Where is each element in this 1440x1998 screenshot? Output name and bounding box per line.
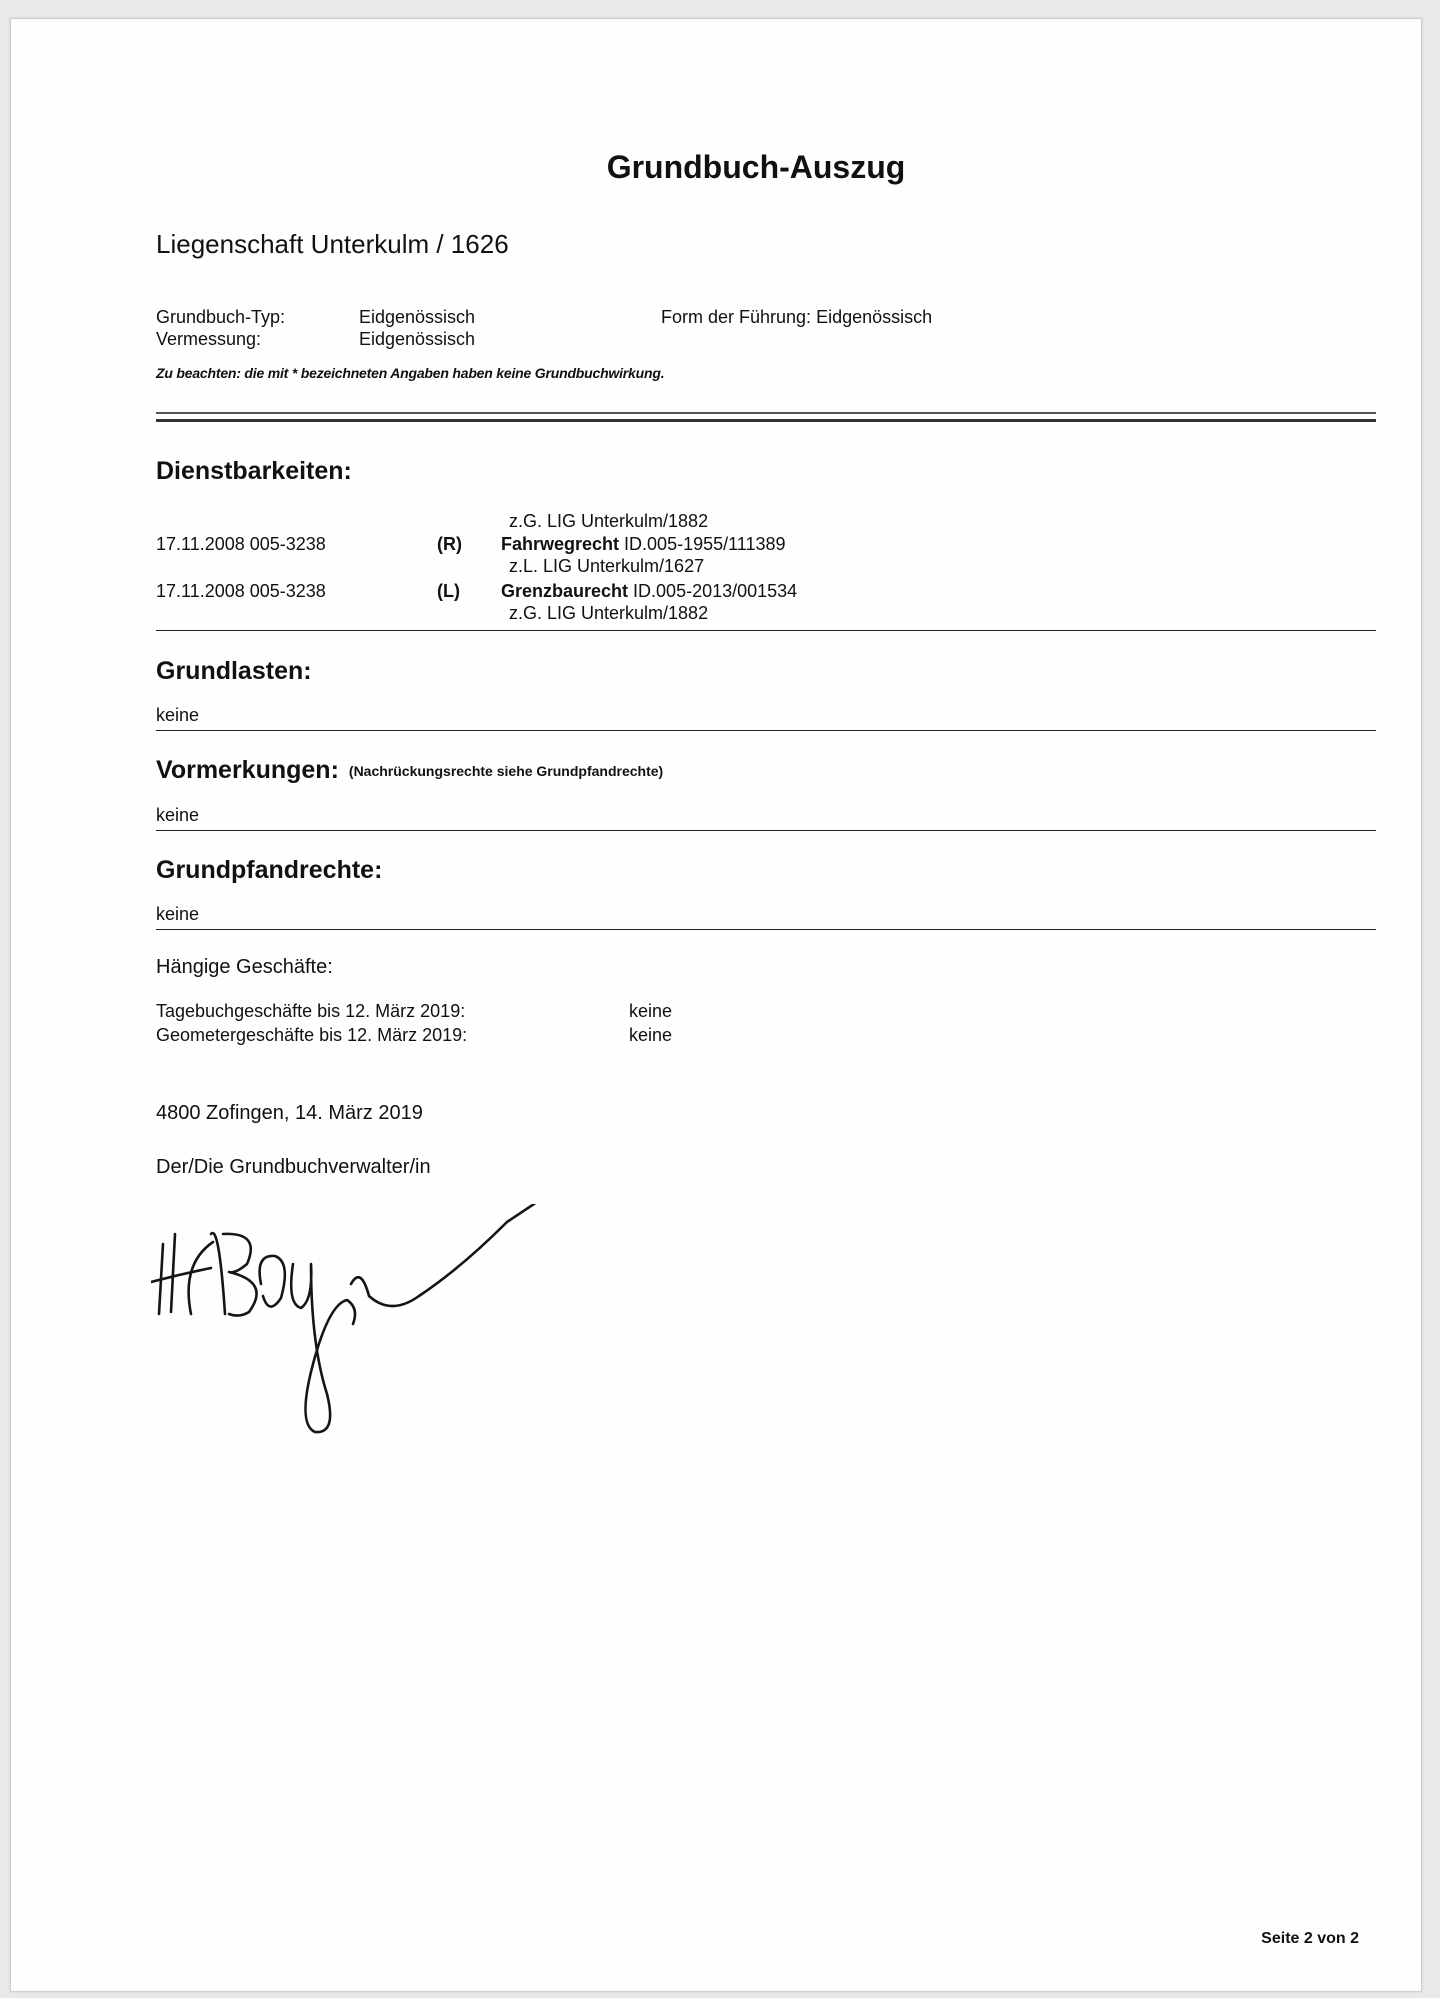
dienstbarkeit-date-ref: 17.11.2008 005-3238: [156, 581, 326, 601]
grundlasten-value: keine: [156, 705, 200, 725]
form-value: Eidgenössisch: [816, 307, 933, 327]
vermessung-value: Eidgenössisch: [359, 329, 476, 349]
grundbuch-typ-label: Grundbuch-Typ:: [156, 307, 286, 327]
grundbuch-typ-value: Eidgenössisch: [359, 307, 476, 327]
dienstbarkeit-title-id: ID.005-1955/111389: [624, 534, 786, 554]
header-rule-thick: [156, 419, 1376, 422]
pending-heading: Hängige Geschäfte:: [156, 956, 333, 978]
form-label: Form der Führung:: [661, 307, 812, 327]
dienstbarkeiten-heading: Dienstbarkeiten:: [156, 457, 352, 485]
pending-row-value: keine: [629, 1025, 673, 1045]
place-date: 4800 Zofingen, 14. März 2019: [156, 1102, 423, 1124]
dienstbarkeit-code: (L): [437, 581, 460, 601]
vermessung-label: Vermessung:: [156, 329, 262, 349]
pending-row-label: Geometergeschäfte bis 12. März 2019:: [156, 1025, 468, 1045]
section-divider: [156, 630, 1376, 631]
dienstbarkeit-sub: z.L. LIG Unterkulm/1627: [509, 556, 705, 576]
property-title: Liegenschaft Unterkulm / 1626: [156, 229, 509, 259]
grundpfandrechte-value: keine: [156, 904, 200, 924]
signatory-label: Der/Die Grundbuchverwalter/in: [156, 1156, 431, 1178]
section-divider: [156, 730, 1376, 731]
section-divider: [156, 929, 1376, 930]
page-number: Seite 2 von 2: [1261, 1930, 1359, 1947]
vormerkungen-note: (Nachrückungsrechte siehe Grundpfandrechte): [348, 763, 664, 780]
grundlasten-heading: Grundlasten:: [156, 657, 312, 685]
dienstbarkeit-sub: z.G. LIG Unterkulm/1882: [509, 603, 709, 623]
dienstbarkeit-title: [501, 581, 797, 602]
header-rule: [156, 412, 1376, 414]
dienstbarkeit-date-ref: 17.11.2008 005-3238: [156, 534, 326, 554]
vormerkungen-heading: [156, 756, 663, 785]
dienstbarkeit-title-bold: Grenzbaurecht: [501, 581, 629, 601]
handwritten-signature: [151, 1204, 551, 1444]
section-divider: [156, 830, 1376, 831]
vormerkungen-value: keine: [156, 805, 200, 825]
grundpfandrechte-heading: Grundpfandrechte:: [156, 856, 383, 884]
dienstbarkeit-top-line: z.G. LIG Unterkulm/1882: [509, 511, 709, 531]
dienstbarkeit-title-bold: Fahrwegrecht: [501, 534, 620, 554]
legal-note: Zu beachten: die mit * bezeichneten Angaben haben keine Grundbuchwirkung.: [156, 365, 665, 381]
form-der-fuehrung: [661, 306, 932, 328]
dienstbarkeit-title: [501, 534, 786, 555]
document-page: [10, 18, 1422, 1992]
pending-row-label: Tagebuchgeschäfte bis 12. März 2019:: [156, 1001, 466, 1021]
vormerkungen-title: Vormerkungen:: [156, 756, 339, 784]
pending-row-value: keine: [629, 1001, 673, 1021]
dienstbarkeit-code: (R): [437, 534, 462, 554]
document-title: Grundbuch-Auszug: [606, 149, 906, 185]
dienstbarkeit-title-id: ID.005-2013/001534: [633, 581, 798, 601]
